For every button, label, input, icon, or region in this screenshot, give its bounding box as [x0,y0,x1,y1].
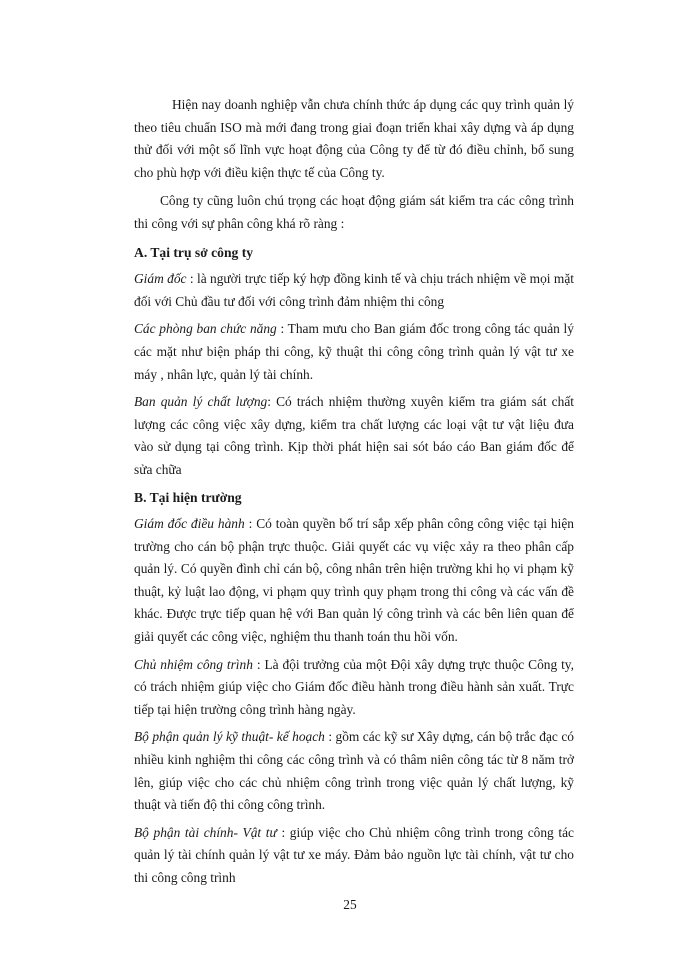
section-a-item-quality-board [134,391,574,481]
section-b-heading: B. Tại hiện trường [134,489,242,505]
intro-paragraph-1: Hiện nay doanh nghiệp vẫn chưa chính thức áp dụng các quy trình quản lý theo tiêu chuẩn ISO mà mới đang trong giai đoạn triển khai xây dựng và áp dụng thử đối với một số lĩnh vực hoạt động của Công ty để từ đó điều chỉnh, bổ sung cho phù hợp với điều kiện thực tế của Công ty. [134,97,574,180]
item-term: Ban quản lý chất lượng [134,394,268,410]
item-text: : Có trách nhiệm thường xuyên kiểm tra giám sát chất lượng các công việc xây dựng, kiểm tra chất lượng các loại vật tư vật liệu đưa vào sử dụng tại công trình. Kịp thời phát hiện sai sót báo cáo Ban giám đốc để sửa chữa [134,394,574,477]
section-b-item-finance-materials [134,822,574,890]
item-text: : Tham mưu cho Ban giám đốc trong công tác quản lý các mặt như biện pháp thi công, kỹ thuật thi công công trình quản lý vật tư xe máy , nhân lực, quản lý tài chính. [134,321,574,382]
section-b-item-site-manager [134,654,574,722]
item-text: : Là đội trưởng của một Đội xây dựng trực thuộc Công ty, có trách nhiệm giúp việc cho Giám đốc điều hành trong điều hành sản xuất. Trực tiếp tại hiện trường công trình hàng ngày. [134,656,574,717]
section-a-heading: A. Tại trụ sở công ty [134,244,254,260]
item-term: Chủ nhiệm công trình [134,656,253,672]
item-text: : gồm các kỹ sư Xây dựng, cán bộ trắc đạc có nhiều kinh nghiệm thi công các công trình và có thâm niên công tác từ 8 năm trở lên, giúp việc cho các chủ nhiệm công trình trong việc quản lý chất lượng, kỹ thuật và tiến độ thi công công trình. [134,729,574,813]
section-a-item-departments [134,318,574,386]
item-term: Bộ phận quản lý kỹ thuật- kế hoạch [134,729,325,745]
item-text: : là người trực tiếp ký hợp đồng kinh tế và chịu trách nhiệm về mọi mặt đối với Chủ đầu tư đối với công trình đảm nhiệm thi công [134,271,574,309]
section-b-item-operating-director [134,513,574,649]
page-number: 25 [343,897,357,912]
item-term: Bộ phận tài chính- Vật tư [134,824,277,840]
page-body [134,94,574,895]
item-term: Giám đốc [134,271,187,287]
intro-paragraph-2: Công ty cũng luôn chú trọng các hoạt động giám sát kiểm tra các công trình thi công với sự phân công khá rõ ràng : [134,193,574,231]
section-a-item-director [134,268,574,313]
item-term: Các phòng ban chức năng [134,321,277,337]
section-b-item-technical-planning [134,726,574,816]
item-term: Giám đốc điều hành [134,516,245,532]
item-text: : giúp việc cho Chủ nhiệm công trình trong công tác quản lý tài chính quản lý vật tư xe máy. Đảm bảo nguồn lực tài chính, vật tư cho thi công công trình [134,824,574,885]
item-text: : Có toàn quyền bố trí sắp xếp phân công công việc tại hiện trường cho cán bộ phận trực thuộc. Giải quyết các vụ việc xảy ra theo phân cấp quản lý. Có quyền đình chỉ cán bộ, công nhân trên hiện trường khi họ vi phạm kỹ thuật, kỷ luật lao động, vi phạm quy trình quy phạm trong thi công và các vấn đề khác. Được trực tiếp quan hệ với Ban quản lý công trình và các bên liên quan để giải quyết các công việc, nghiệm thu thanh toán thu hồi vốn. [134,516,574,645]
